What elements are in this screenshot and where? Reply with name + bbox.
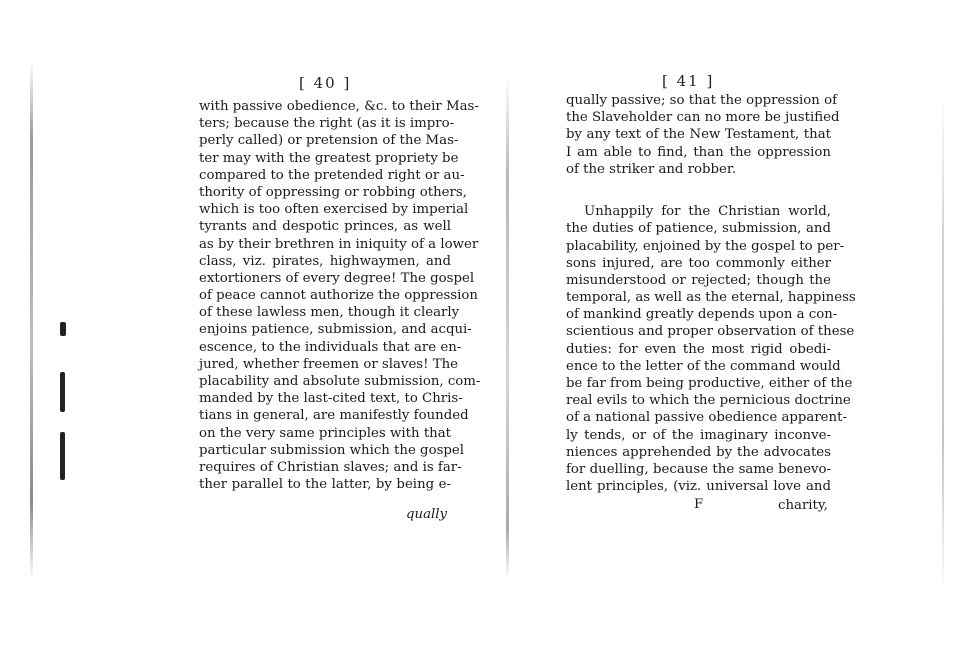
text-line: by any text of the New Testament, that <box>566 127 831 143</box>
text-line: scientious and proper observation of these <box>566 324 855 340</box>
text-line: sons injured, are too commonly either <box>566 255 831 271</box>
text-line: particular submission which the gospel <box>199 442 465 458</box>
text-line: class, viz. pirates, highwaymen, and <box>199 253 451 269</box>
right-page-text <box>566 92 856 495</box>
text-line: as by their brethren in iniquity of a lower <box>199 236 479 252</box>
text-line: the Slaveholder can no more be justified <box>566 110 840 126</box>
text-line: ly tends, or of the imaginary inconve- <box>566 427 831 443</box>
right-page-number: [ 41 ] <box>662 72 715 90</box>
right-catchword: charity, <box>778 498 828 513</box>
text-line: niences apprehended by the advocates <box>566 444 831 460</box>
text-line: manded by the last-cited text, to Chris- <box>199 391 463 407</box>
text-line: tyrants and despotic princes, as well <box>199 219 451 235</box>
text-line: lent principles, (viz. universal love and <box>566 479 831 495</box>
signature-mark: F <box>694 497 704 512</box>
text-line: ence to the letter of the command would <box>566 358 841 374</box>
paragraph-gap <box>566 178 831 195</box>
text-line: for duelling, because the same benevo- <box>566 461 831 477</box>
left-page-edge <box>30 60 33 580</box>
text-line: ther parallel to the latter, by being e- <box>199 477 451 493</box>
text-line: qually passive; so that the oppression of <box>566 93 838 108</box>
text-line: escence, to the individuals that are en- <box>199 339 462 355</box>
text-line: of the striker and robber. <box>566 161 737 177</box>
left-page-number: [ 40 ] <box>299 74 352 92</box>
text-line: extortioners of every degree! The gospel <box>199 270 475 286</box>
text-line: enjoins patience, submission, and acqui- <box>199 322 472 338</box>
page-edge-mark <box>60 372 65 412</box>
text-line: on the very same principles with that <box>199 425 451 441</box>
text-line: be far from being productive, either of the <box>566 376 853 391</box>
text-line: misunderstood or rejected; though the <box>566 272 831 288</box>
text-line: duties: for even the most rigid obedi- <box>566 341 831 357</box>
left-page-text <box>199 98 481 493</box>
text-line: real evils to which the pernicious doctrine <box>566 393 851 409</box>
text-line: of mankind greatly depends upon a con- <box>566 307 838 323</box>
text-line: compared to the pretended right or au- <box>199 167 465 183</box>
text-line: ter may with the greatest propriety be <box>199 150 459 166</box>
text-line: which is too often exercised by imperial <box>199 202 469 218</box>
book-gutter <box>506 75 509 580</box>
page-edge-mark <box>60 322 66 336</box>
text-line: the duties of patience, submission, and <box>566 221 831 237</box>
text-line: with passive obedience, &c. to their Mas- <box>199 99 479 114</box>
text-line: Unhappily for the Christian world, <box>584 204 831 220</box>
text-line: ters; because the right (as it is impro- <box>199 116 455 132</box>
text-line: perly called) or pretension of the Mas- <box>199 133 459 149</box>
text-line: I am able to find, than the oppression <box>566 144 831 160</box>
text-line: jured, whether freemen or slaves! The <box>199 356 459 372</box>
text-line: thority of oppressing or robbing others, <box>199 184 467 200</box>
text-line: temporal, as well as the eternal, happiness <box>566 290 856 306</box>
left-catchword: qually <box>406 507 448 522</box>
page-edge-mark <box>60 432 65 480</box>
text-line: placability and absolute submission, com- <box>199 374 481 389</box>
text-line: tians in general, are manifestly founded <box>199 408 469 424</box>
text-line: requires of Christian slaves; and is far- <box>199 459 462 475</box>
right-page-edge <box>942 95 944 595</box>
text-line: of a national passive obedience apparent- <box>566 410 847 426</box>
text-line: of these lawless men, though it clearly <box>199 305 460 321</box>
text-line: of peace cannot authorize the oppression <box>199 288 478 304</box>
text-line: placability, enjoined by the gospel to per- <box>566 238 845 254</box>
